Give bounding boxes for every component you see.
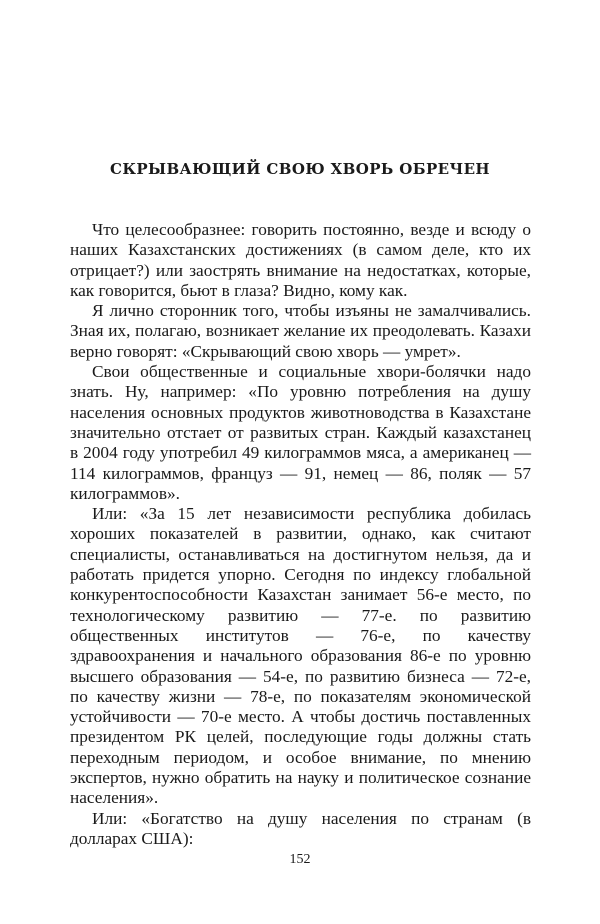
paragraph-5: Или: «Богатство на душу населения по странам (в долларах США):	[70, 808, 531, 848]
paragraph-3: Свои общественные и социальные хвори-болячки надо знать. Ну, например: «По уровню потребления на душу населения основных продуктов животноводства в Казахстане значительно отстает от развитых стран. Каждый казахстанец в 2004 году употребил 49 килограммов мяса, а американец — 114 килограммов, француз — 91, немец — 86, поляк — 57 килограммов».	[70, 362, 531, 503]
page-number: 152	[289, 852, 311, 867]
chapter-title: СКРЫВАЮЩИЙ СВОЮ ХВОРЬ ОБРЕЧЕН	[109, 160, 491, 178]
paragraph-1: Что целесообразнее: говорить постоянно, везде и всюду о наших Казахстанских достижениях (в самом деле, кто их отрицает?) или заострять внимание на недостатках, которые, как говорится, бьют в глаза? Видно, кому как.	[70, 220, 531, 300]
paragraph-2: Я лично сторонник того, чтобы изъяны не замалчивались. Зная их, полагаю, возникает желание их преодолевать. Казахи верно говорят: «Скрывающий свою хворь — умрет».	[70, 301, 531, 361]
body-text	[70, 220, 531, 849]
paragraph-4: Или: «За 15 лет независимости республика добилась хороших показателей в развитии, однако, как считают специалисты, останавливаться на достигнутом нельзя, да и работать придется упорно. Сегодня по индексу глобальной конкурентоспособности Казахстан занимает 56-е место, по технологическому развитию — 77-е. по развитию общественных институтов — 76-е, по качеству здравоохранения и начального образования 86-е по уровню высшего образования — 54-е, по развитию бизнеса — 72-е, по качеству жизни — 78-е, по показателям экономической устойчивости — 70-е место. А чтобы достичь поставленных президентом РК целей, последующие годы должны стать переходным периодом, и особое внимание, по мнению экспертов, нужно обратить на науку и политическое сознание населения».	[70, 504, 531, 808]
